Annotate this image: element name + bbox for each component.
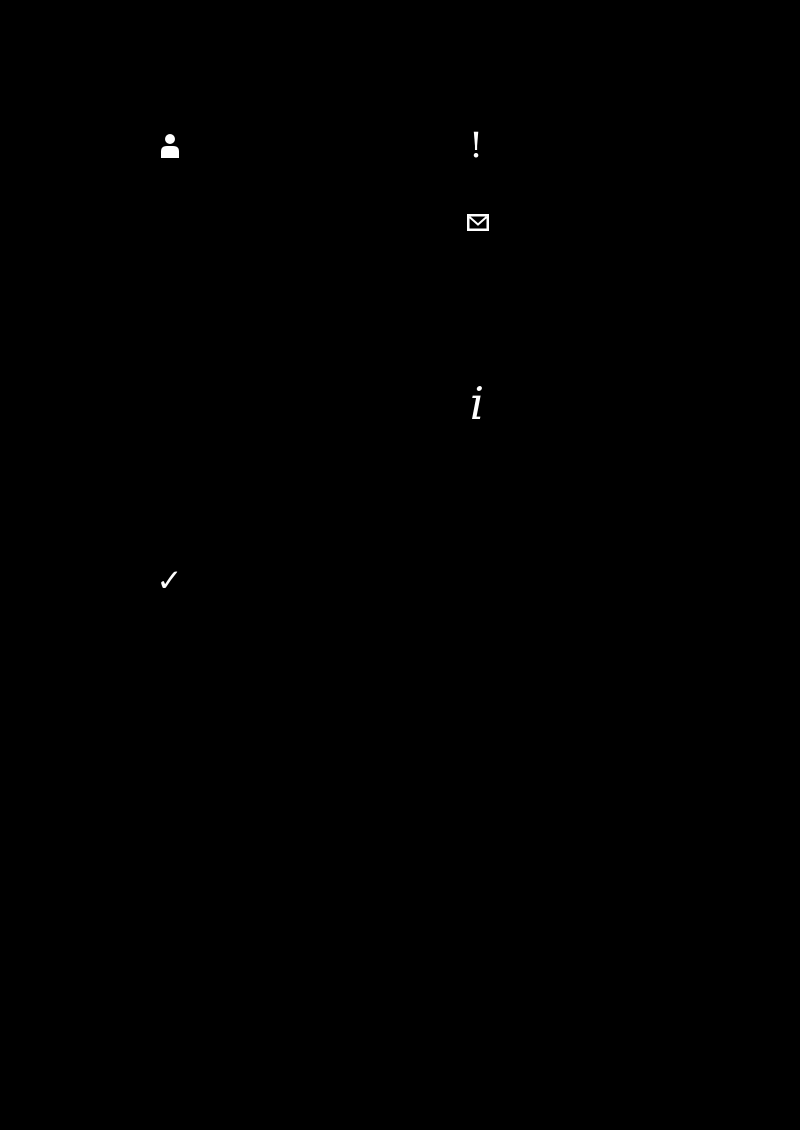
envelope-icon-shape	[467, 214, 489, 231]
envelope-icon[interactable]	[467, 214, 489, 231]
info-icon[interactable]	[456, 377, 498, 430]
person-icon-shape	[159, 132, 181, 158]
info-glyph: i	[469, 377, 485, 430]
person-icon[interactable]	[159, 132, 181, 158]
exclamation-glyph: !	[468, 126, 484, 166]
check-icon[interactable]	[153, 565, 186, 598]
exclamation-icon[interactable]	[460, 126, 492, 166]
check-glyph: ✓	[156, 563, 183, 599]
